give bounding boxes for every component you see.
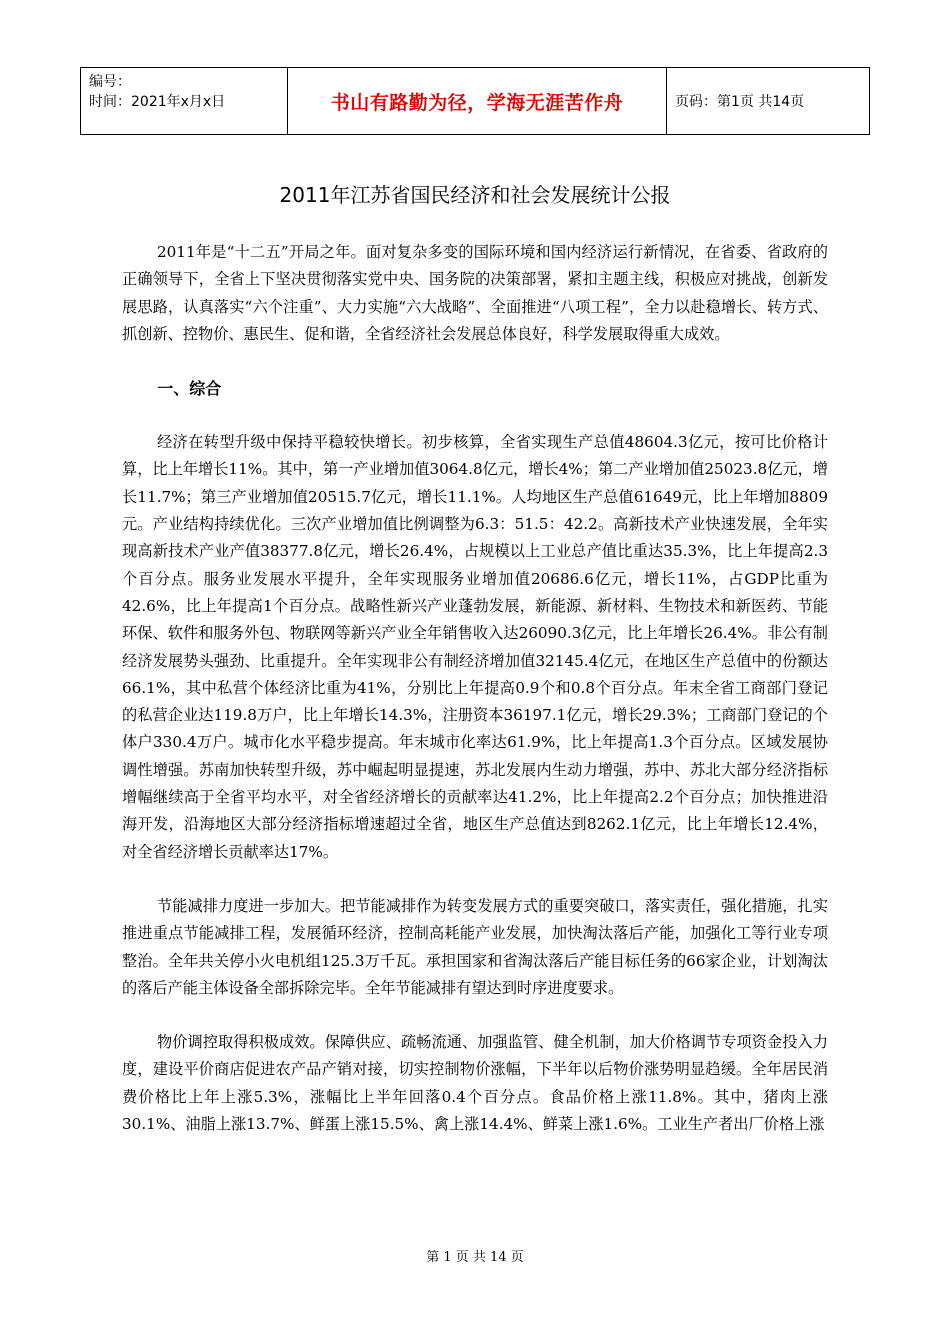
body-paragraph: 节能减排力度进一步加大。把节能减排作为转变发展方式的重要突破口，落实责任，强化措施，扎实推进重点节能减排工程，发展循环经济，控制高耗能产业发展，加快淘汰落后产能，加强化工等行业专项整治。全年共关停小火电机组125.3万千瓦。承担国家和省淘汰落后产能目标任务的66家企业，计划淘汰的落后产能主体设备全部拆除完毕。全年节能减排有望达到时序进度要求。 xyxy=(122,896,828,997)
page-footer: 第 1 页 共 14 页 xyxy=(426,1250,524,1265)
page-info: 页码：第1页 共14页 xyxy=(675,94,805,110)
intro-paragraph: 2011年是“十二五”开局之年。面对复杂多变的国际环境和国内经济运行新情况，在省委、省政府的正确领导下，全省上下坚决贯彻落实党中央、国务院的决策部署，紧扣主题主线，积极应对挑战，创新发展思路，认真落实“六个注重”、大力实施“六大战略”、全面推进“八项工程”，全力以赴稳增长、转方式、抓创新、控物价、惠民生、促和谐，全省经济社会发展总体良好，科学发展取得重大成效。 xyxy=(122,243,828,343)
time-label: 时间：2021年x月x日 xyxy=(89,94,226,110)
header-motto-cell xyxy=(288,68,667,135)
number-label: 编号： xyxy=(89,74,131,90)
body-paragraph: 经济在转型升级中保持平稳较快增长。初步核算，全省实现生产总值48604.3亿元，按可比价格计算，比上年增长11%。其中，第一产业增加值3064.8亿元，增长4%；第二产业增加值25023.8亿元，增长11.7%；第三产业增加值20515.7亿元，增长11.1%。人均地区生产总值61649元，比上年增加8809元。产业结构持续优化。三次产业增加值比例调整为6.3：51.5：42.2。高新技术产业快速发展，全年实现高新技术产业产值38377.8亿元，增长26.4%，占规模以上工业总产值比重达35.3%，比上年提高2.3个百分点。服务业发展水平提升，全年实现服务业增加值20686.6亿元，增长11%，占GDP比重为42.6%，比上年提高1个百分点。战略性新兴产业蓬勃发展，新能源、新材料、生物技术和新医药、节能环保、软件和服务外包、物联网等新兴产业全年销售收入达26090.3亿元，比上年增长26.4%。非公有制经济发展势头强劲、比重提升。全年实现非公有制经济增加值32145.4亿元，在地区生产总值中的份额达66.1%，其中私营个体经济比重为41%，分别比上年提高0.9个和0.8个百分点。年末全省工商部门登记的私营企业达119.8万户，比上年增长14.3%，注册资本36197.1亿元，增长29.3%；工商部门登记的个体户330.4万户。城市化水平稳步提高。年末城市化率达61.9%，比上年提高1.3个百分点。区域发展协调性增强。苏南加快转型升级，苏中崛起明显提速，苏北发展内生动力增强，苏中、苏北大部分经济指标增幅继续高于全省平均水平，对全省经济增长的贡献率达41.2%，比上年提高2.2个百分点；加快推进沿海开发，沿海地区大部分经济指标增速超过全省，地区生产总值达到8262.1亿元，比上年增长12.4%，对全省经济增长贡献率达17%。 xyxy=(122,433,828,861)
header-page-cell xyxy=(667,68,870,135)
header-meta-cell xyxy=(81,68,288,135)
document-title: 2011年江苏省国民经济和社会发展统计公报 xyxy=(279,183,671,207)
body-paragraph: 物价调控取得积极成效。保障供应、疏畅流通、加强监管、健全机制，加大价格调节专项资金投入力度，建设平价商店促进农产品产销对接，切实控制物价涨幅，下半年以后物价涨势明显趋缓。全年居民消费价格比上年上涨5.3%，涨幅比上半年回落0.4个百分点。食品价格上涨11.8%。其中，猪肉上涨30.1%、油脂上涨13.7%、鲜蛋上涨15.5%、禽上涨14.4%、鲜菜上涨1.6%。工业生产者出厂价格上涨 xyxy=(122,1033,828,1134)
document-header xyxy=(80,67,870,135)
section-heading: 一、综合 xyxy=(157,379,222,399)
motto-text: 书山有路勤为径，学海无涯苦作舟 xyxy=(330,91,624,114)
document-body xyxy=(122,239,828,1138)
